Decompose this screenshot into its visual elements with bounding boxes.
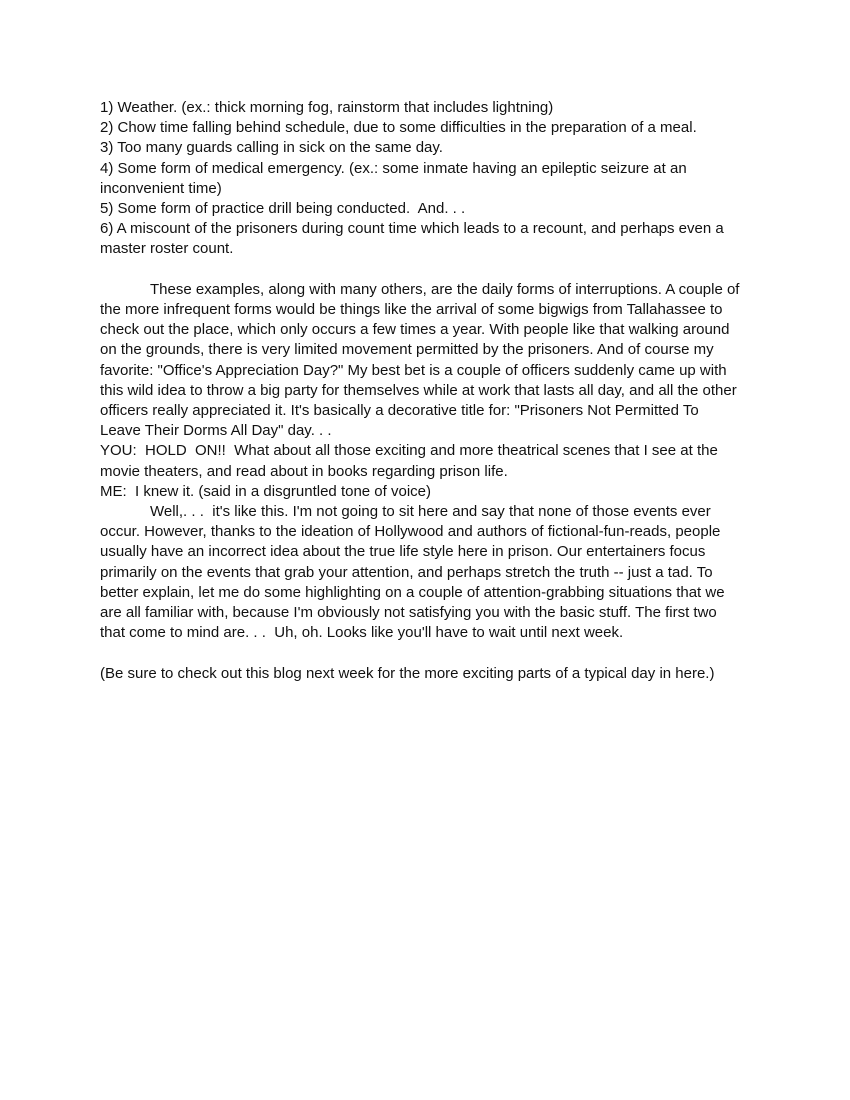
paragraph-spacer bbox=[100, 643, 742, 663]
dialogue-me: ME: I knew it. (said in a disgruntled tone of voice) bbox=[100, 482, 431, 500]
list-item-chow-time: 2) Chow time falling behind schedule, due to some difficulties in the preparation of a meal. bbox=[100, 119, 697, 137]
list-item-guards-sick: 3) Too many guards calling in sick on the same day. bbox=[100, 139, 443, 157]
document-body bbox=[100, 98, 742, 684]
paragraph-interruptions: These examples, along with many others, are the daily forms of interruptions. A couple of the more infrequent forms would be things like the arrival of some bigwigs from Tallahassee to check out the place, which only occurs a few times a year. With people like that walking around on the grounds, there is very limited movement permitted by the prisoners. And of course my favorite: "Office's Appreciation Day?" My best bet is a couple of officers suddenly came up with this wild idea to throw a big party for themselves while at work that lasts all day, and all the other officers really appreciated it. It's basically a decorative title for: "Prisoners Not Permitted To Leave Their Dorms All Day" day. . . bbox=[100, 280, 744, 440]
paragraph-hollywood: Well,. . . it's like this. I'm not going to sit here and say that none of those events ever occur. However, thanks to the ideation of Hollywood and authors of fictional-fun-reads, people usually have an incorrect idea about the true life style here in prison. Our entertainers focus primarily on the events that grab your attention, and perhaps stretch the truth -- just a tad. To better explain, let me do some highlighting on a couple of attention-grabbing situations that we are all familiar with, because I'm obviously not satisfying you with the basic stuff. The first two that come to mind are. . . Uh, oh. Looks like you'll have to wait until next week. bbox=[100, 503, 729, 642]
list-item-practice-drill: 5) Some form of practice drill being conducted. And. . . bbox=[100, 200, 466, 218]
dialogue-you: YOU: HOLD ON!! What about all those exciting and more theatrical scenes that I see at the movie theaters, and read about in books regarding prison life. bbox=[100, 442, 722, 480]
list-item-miscount: 6) A miscount of the prisoners during count time which leads to a recount, and perhaps even a master roster count. bbox=[100, 220, 728, 258]
list-item-weather: 1) Weather. (ex.: thick morning fog, rainstorm that includes lightning) bbox=[100, 99, 554, 116]
list-item-medical-emergency: 4) Some form of medical emergency. (ex.: some inmate having an epileptic seizure at an inconvenient time) bbox=[100, 159, 691, 197]
closing-note: (Be sure to check out this blog next week for the more exciting parts of a typical day in here.) bbox=[100, 664, 715, 682]
paragraph-spacer bbox=[100, 260, 742, 280]
